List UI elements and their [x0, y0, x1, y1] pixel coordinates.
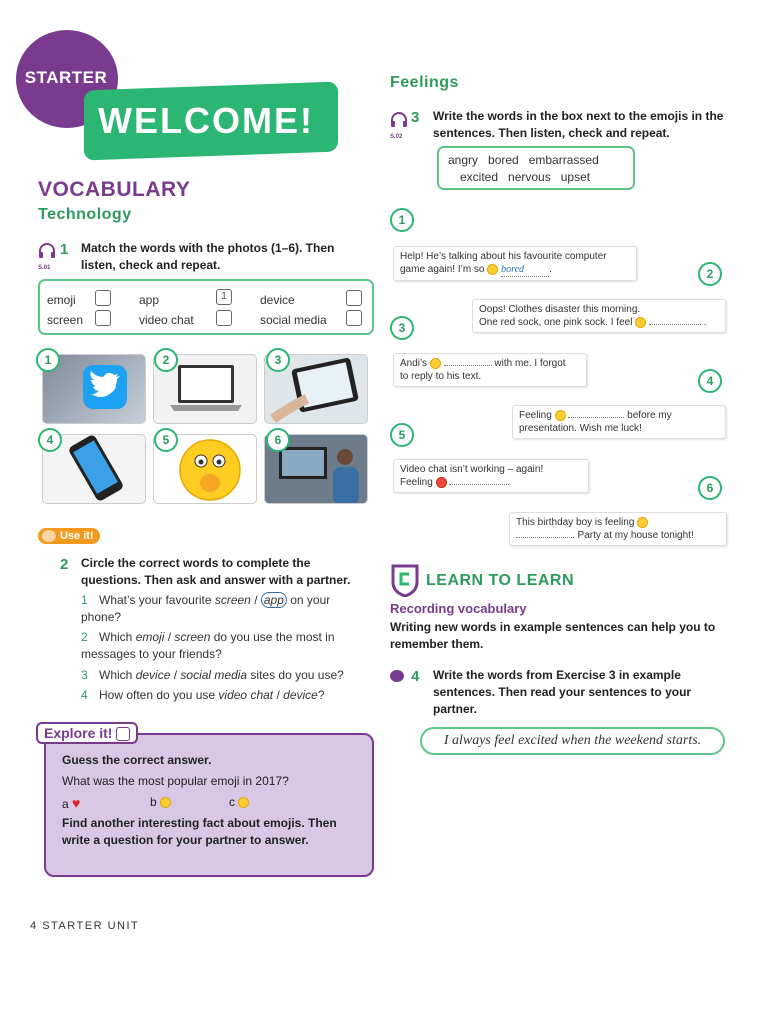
word-video-chat: video chat: [139, 313, 194, 327]
exercise-number: 3: [411, 109, 420, 126]
photo-number-badge: 2: [154, 348, 178, 372]
explore-question: What was the most popular emoji in 2017?: [62, 774, 289, 788]
explore-it-label: Explore it!: [36, 722, 138, 744]
exercise-number: 2: [60, 556, 69, 573]
chat-message: This birthday boy is feeling . Party at my house tonight!: [509, 512, 727, 546]
excited-emoji-icon: [637, 517, 648, 528]
option-word[interactable]: screen: [214, 593, 251, 607]
answer-blank[interactable]: [649, 324, 701, 325]
crying-emoji-icon: [238, 797, 249, 808]
explore-option-a[interactable]: a ♥: [62, 795, 81, 811]
answer-blank[interactable]: [568, 417, 624, 418]
exercise-number: 4: [411, 668, 420, 685]
feelings-heading: Feelings: [390, 74, 459, 91]
answer-box-device[interactable]: [346, 290, 362, 306]
option-word[interactable]: emoji: [135, 630, 165, 644]
word-box-row: angry bored embarrassed: [448, 153, 599, 167]
photo-number-badge: 1: [36, 348, 60, 372]
explore-line: Guess the correct answer.: [62, 753, 212, 767]
vocabulary-heading: VOCABULARY: [38, 178, 191, 201]
unit-label: STARTER UNIT: [42, 920, 140, 932]
option-word[interactable]: device: [135, 668, 171, 682]
upset-emoji-icon: [436, 477, 447, 488]
audio-code: S.01: [38, 265, 51, 271]
explore-task: Find another interesting fact about emojis. Then write a question for your partner to answer.: [62, 816, 337, 847]
message-number-badge: 3: [390, 316, 414, 340]
chat-bubbles-icon: [390, 670, 404, 682]
answer-blank[interactable]: bored: [501, 263, 549, 277]
message-number-badge: 2: [698, 262, 722, 286]
example-sentence: I always feel excited when the weekend starts.: [420, 727, 725, 755]
exercise-instruction: Write the words in the box next to the emojis in the sentences. Then listen, check and repeat.: [433, 109, 724, 140]
message-number-badge: 5: [390, 423, 414, 447]
question-item: 1 What’s your favourite screen / app on your phone?: [81, 593, 331, 624]
cursor-click-icon: [116, 727, 130, 741]
exercise-instruction: Write the words from Exercise 3 in example sentences. Then read your sentences to your partner.: [433, 668, 692, 716]
use-it-label: Use it!: [38, 528, 100, 544]
answer-blank[interactable]: [516, 537, 572, 538]
message-number-badge: 4: [698, 369, 722, 393]
audio-track-s01[interactable]: [38, 240, 56, 271]
word-device: device: [260, 293, 295, 307]
photo-number-badge: 3: [266, 348, 290, 372]
exercise-instruction: Match the words with the photos (1–6). Then listen, check and repeat.: [81, 241, 335, 272]
chat-message: Help! He’s talking about his favourite computer game again! I’m so bored .: [393, 246, 637, 281]
laughing-emoji-icon: [160, 797, 171, 808]
option-word-circled[interactable]: app: [261, 592, 287, 608]
option-word[interactable]: device: [283, 688, 318, 702]
page-footer: [30, 920, 139, 932]
starter-label: STARTER: [24, 68, 108, 87]
answer-box-app[interactable]: 1: [216, 289, 232, 305]
explore-option-c[interactable]: c: [229, 795, 249, 809]
photo-number-badge: 4: [38, 428, 62, 452]
photo-number-badge: 6: [266, 428, 290, 452]
learn-to-learn-shield-icon: [390, 563, 420, 597]
embarrassed-emoji-icon: [635, 317, 646, 328]
learn-to-learn-heading: LEARN TO LEARN: [426, 572, 575, 589]
chat-bubbles-icon: [42, 530, 56, 542]
word-app: app: [139, 293, 160, 307]
word-emoji: emoji: [47, 293, 76, 307]
page-number: 4: [30, 920, 38, 932]
answer-box-emoji[interactable]: [95, 290, 111, 306]
answer-box-social-media[interactable]: [346, 310, 362, 326]
explore-option-b[interactable]: b: [150, 795, 171, 809]
message-number-badge: 6: [698, 476, 722, 500]
headphones-icon: [390, 109, 408, 131]
learning-tip: Writing new words in example sentences can help you to remember them.: [390, 620, 716, 651]
angry-emoji-icon: [430, 358, 441, 369]
word-social-media: social media: [260, 313, 327, 327]
question-item: 3 Which device / social media sites do you use?: [81, 668, 344, 682]
question-item: 4 How often do you use video chat / device?: [81, 688, 325, 702]
answer-box-video-chat[interactable]: [216, 310, 232, 326]
welcome-title: WELCOME!: [98, 100, 314, 141]
nervous-emoji-icon: [555, 410, 566, 421]
heart-emoji-icon: ♥: [72, 795, 81, 811]
option-word[interactable]: screen: [174, 630, 211, 644]
question-item: 2 Which emoji / screen do you use the most in messages to your friends?: [81, 630, 335, 661]
bored-emoji-icon: [487, 264, 498, 275]
word-screen: screen: [47, 313, 84, 327]
option-word[interactable]: social media: [180, 668, 248, 682]
chat-message: Feeling before my presentation. Wish me luck!: [512, 405, 726, 439]
audio-code: S.02: [390, 134, 403, 140]
chat-message: Video chat isn’t working – again! Feeling .: [393, 459, 589, 493]
exercise-number: 1: [60, 241, 69, 258]
answer-box-screen[interactable]: [95, 310, 111, 326]
word-box-row: excited nervous upset: [460, 170, 591, 184]
chat-message: Andi’s with me. I forgot to reply to his text.: [393, 353, 587, 387]
message-number-badge: 1: [390, 208, 414, 232]
photo-number-badge: 5: [154, 428, 178, 452]
answer-blank[interactable]: [449, 484, 507, 485]
answer-blank[interactable]: [444, 365, 492, 366]
exercise-instruction: Circle the correct words to complete the questions. Then ask and answer with a partner.: [81, 556, 351, 587]
headphones-icon: [38, 240, 56, 262]
audio-track-s02[interactable]: [390, 109, 408, 140]
recording-vocabulary-subheading: Recording vocabulary: [390, 601, 527, 616]
technology-subheading: Technology: [38, 206, 132, 223]
option-word[interactable]: video chat: [218, 688, 274, 702]
chat-message: Oops! Clothes disaster this morning. One red sock, one pink sock. I feel .: [472, 299, 726, 333]
